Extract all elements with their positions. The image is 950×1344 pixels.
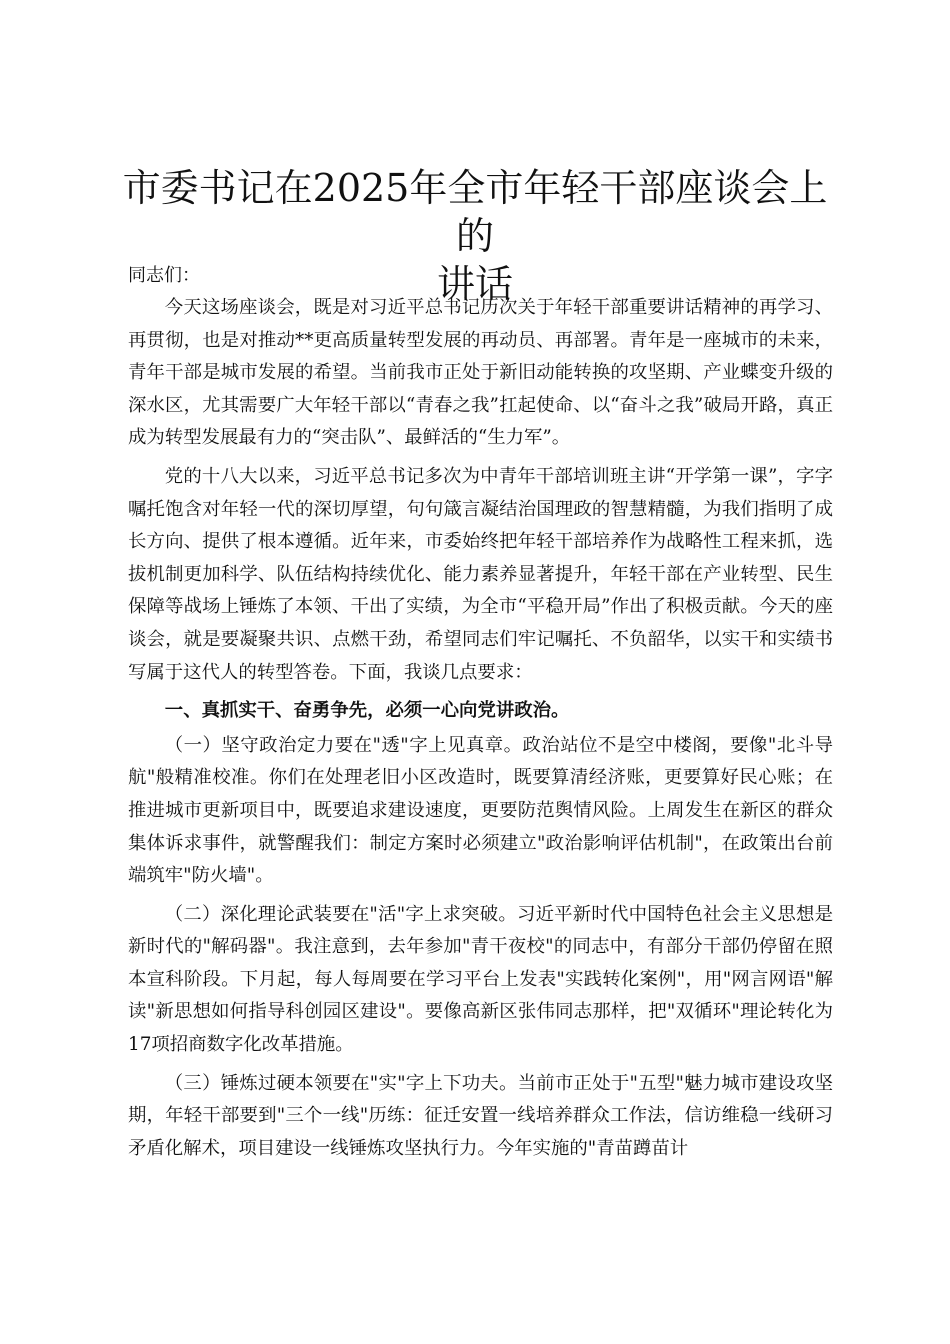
paragraph-point-1: （一）坚守政治定力要在"透"字上见真章。政治站位不是空中楼阁，要像"北斗导航"般精准校准。你们在处理老旧小区改造时，既要算清经济账，更要算好民心账；在推进城市更新项目中，既要追求建设速度，更要防范舆情风险。上周发生在新区的群众集体诉求事件，就警醒我们：制定方案时必须建立"政治影响评估机制"，在政策出台前端筑牢"防火墙"。 [128,734,833,887]
title-line-2: 讲话 [436,262,513,306]
title-line-1: 市委书记在2025年全市年轻干部座谈会上的 [122,166,828,258]
paragraph-point-3: （三）锤炼过硬本领要在"实"字上下功夫。当前市正处于"五型"魅力城市建设攻坚期，年轻干部要到"三个一线"历练：征迁安置一线培养群众工作法，信访维稳一线研习矛盾化解术，项目建设一线锤炼攻坚执行力。今年实施的"青苗蹲苗计 [128,1072,833,1159]
paragraph-intro: 今天这场座谈会，既是对习近平总书记历次关于年轻干部重要讲话精神的再学习、再贯彻，也是对推动**更高质量转型发展的再动员、再部署。青年是一座城市的未来，青年干部是城市发展的希望。当前我市正处于新旧动能转换的攻坚期、产业蝶变升级的深水区，尤其需要广大年轻干部以“青春之我”扛起使命、以“奋斗之我”破局开路，真正成为转型发展最有力的“突击队”、最鲜活的“生力军”。 [128,297,833,449]
document-title [110,164,840,308]
section-heading-1: 一、真抓实干、奋勇争先，必须一心向党讲政治。 [164,700,570,722]
document-body [128,292,833,1171]
paragraph-point-2: （二）深化理论武装要在"活"字上求突破。习近平新时代中国特色社会主义思想是新时代的"解码器"。我注意到，去年参加"青干夜校"的同志中，有部分干部仍停留在照本宣科阶段。下月起，每人每周要在学习平台上发表"实践转化案例"，用"网言网语"解读"新思想如何指导科创园区建设"。要像高新区张伟同志那样，把"双循环"理论转化为17项招商数字化改革措施。 [128,903,833,1056]
salutation: 同志们： [128,265,200,286]
paragraph-background: 党的十八大以来，习近平总书记多次为中青年干部培训班主讲“开学第一课”，字字嘱托饱含对年轻一代的深切厚望，句句箴言凝结治国理政的智慧精髓，为我们指明了成长方向、提供了根本遵循。近年来，市委始终把年轻干部培养作为战略性工程来抓，选拔机制更加科学、队伍结构持续优化、能力素养显著提升，年轻干部在产业转型、民生保障等战场上锤炼了本领、干出了实绩，为全市“平稳开局”作出了积极贡献。今天的座谈会，就是要凝聚共识、点燃干劲，希望同志们牢记嘱托、不负韶华，以实干和实绩书写属于这代人的转型答卷。下面，我谈几点要求： [128,465,833,683]
